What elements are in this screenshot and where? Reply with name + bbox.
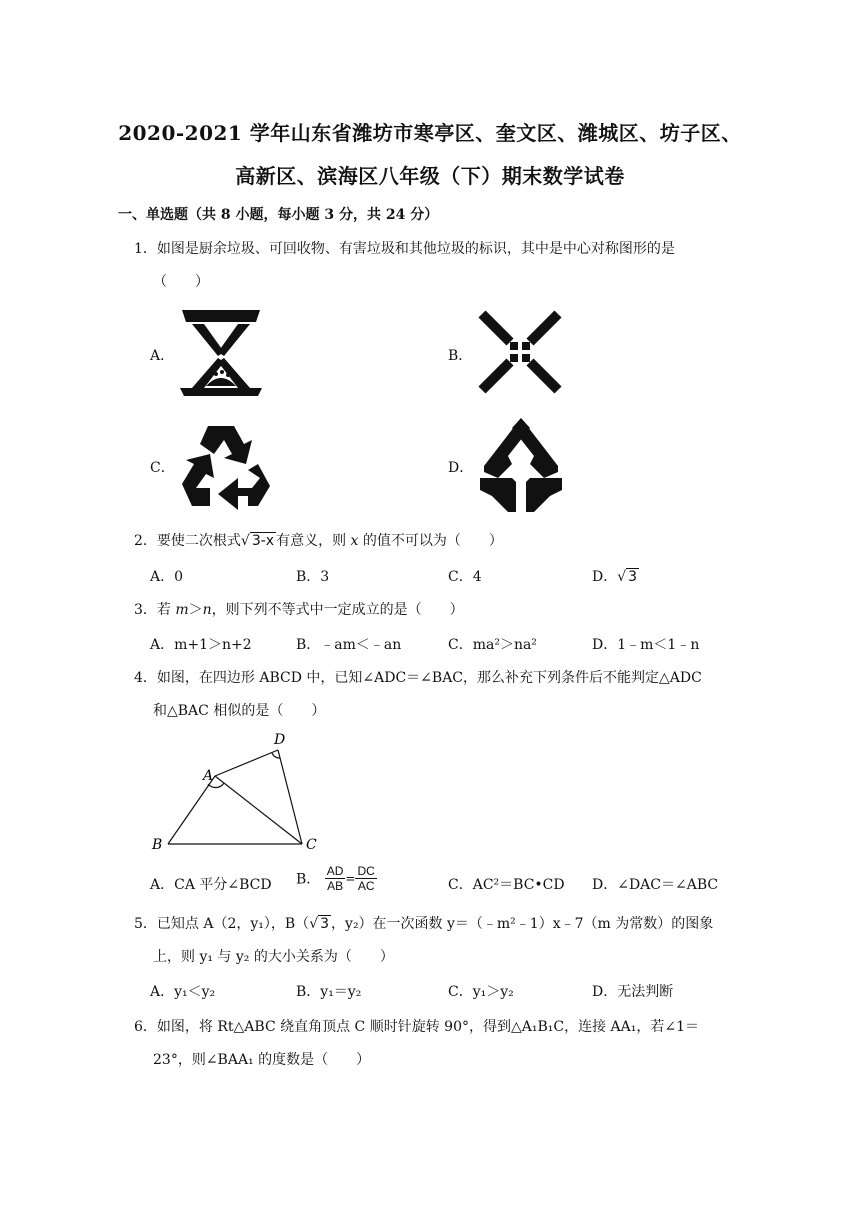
vertex-c-label: C [306, 837, 317, 853]
frac-equals: = [345, 871, 356, 886]
q5-line1-a: 5．已知点 A（2，y₁），B（ [134, 916, 310, 932]
other-waste-icon [478, 416, 564, 512]
frac-num-ad: AD [326, 864, 344, 878]
q5-line1-b: ，y₂）在一次函数 y＝（﹣m²﹣1）x﹣7（m 为常数）的图象 [331, 916, 714, 932]
q3-option-c: C．ma²＞na² [448, 637, 537, 653]
q3-gt: ＞ [188, 602, 203, 618]
q3-option-d: D．1﹣m＜1﹣n [592, 637, 700, 653]
question-3-text [134, 599, 464, 619]
section-heading: 一、单选题（共 8 小题，每小题 3 分，共 24 分） [118, 207, 439, 223]
q3-option-b: B．﹣am＜﹣an [296, 637, 402, 653]
option-a-label: A． [150, 348, 175, 364]
q2-post: 的值不可以为（ ） [358, 533, 503, 549]
frac-num-dc: DC [357, 864, 375, 878]
q2-radical: √ 3-x [240, 533, 275, 549]
fraction-dc-ac [355, 864, 376, 893]
q3-n: n [202, 602, 212, 618]
q2-option-d [592, 566, 639, 586]
quadrilateral-abcd-figure [148, 728, 328, 854]
q5-option-c: C．y₁＞y₂ [448, 984, 514, 1000]
q3-option-a: A．m+1＞n+2 [150, 637, 252, 653]
hazardous-waste-arrows-icon [476, 308, 564, 396]
question-5-text [134, 913, 713, 933]
q5-radicand: 3 [320, 916, 330, 932]
q5-option-d: D．无法判断 [592, 984, 674, 1000]
question-4-text: 4．如图，在四边形 ABCD 中，已知∠ADC＝∠BAC，那么补充下列条件后不能判定△ADC [134, 670, 702, 686]
q4-option-c: C．AC²＝BC•CD [448, 877, 565, 893]
kitchen-waste-icon [178, 308, 264, 396]
q2-option-d-radicand: 3 [628, 569, 638, 585]
q2-option-d-label: D． [592, 569, 618, 585]
recycle-icon [178, 420, 272, 510]
q2-option-b: B．3 [296, 569, 330, 585]
q5-radical: √ 3 [309, 916, 330, 932]
question-2-text [134, 530, 503, 550]
q2-pre: 2．要使二次根式 [134, 533, 241, 549]
q4-option-b-label: B． [296, 871, 321, 888]
exam-title-line2: 高新区、滨海区八年级（下）期末数学试卷 [235, 164, 625, 188]
question-6-text: 6．如图，将 Rt△ABC 绕直角顶点 C 顺时针旋转 90°，得到△A₁B₁C，连接 AA₁，若∠1＝ [134, 1019, 700, 1035]
vertex-d-label: D [274, 732, 286, 748]
vertex-b-label: B [152, 837, 163, 853]
q2-var: x [350, 533, 359, 549]
q2-mid: 有意义，则 [276, 533, 351, 549]
frac-den-ac: AC [357, 879, 375, 893]
q2-option-a: A．0 [150, 569, 184, 585]
q3-post: ，则下列不等式中一定成立的是（ ） [211, 602, 464, 618]
option-b-label: B． [448, 348, 473, 364]
q2-option-d-radical: √ 3 [617, 569, 638, 585]
q3-pre: 3．若 [134, 602, 176, 618]
q2-option-c: C．4 [448, 569, 482, 585]
q3-m: m [175, 602, 189, 618]
question-6-text-cont: 23°，则∠BAA₁ 的度数是（ ） [153, 1052, 371, 1068]
question-1-blank: （ ） [153, 274, 209, 290]
q5-option-b: B．y₁＝y₂ [296, 984, 362, 1000]
vertex-a-label: A [203, 768, 214, 784]
question-4-text-cont: 和△BAC 相似的是（ ） [153, 703, 326, 719]
question-5-text-cont: 上，则 y₁ 与 y₂ 的大小关系为（ ） [153, 949, 394, 965]
q4-option-d: D．∠DAC＝∠ABC [592, 877, 719, 893]
q5-option-a: A．y₁＜y₂ [150, 984, 216, 1000]
exam-title-line1: 2020-2021 学年山东省潍坊市寒亭区、奎文区、潍城区、坊子区、 [118, 121, 742, 145]
option-d-label: D． [448, 460, 474, 476]
option-c-label: C． [150, 460, 175, 476]
fraction-ad-ab [325, 864, 346, 893]
frac-den-ab: AB [327, 879, 344, 893]
question-1-text: 1．如图是厨余垃圾、可回收物、有害垃圾和其他垃圾的标识，其中是中心对称图形的是 [134, 241, 675, 257]
q2-radicand: 3-x [251, 533, 275, 549]
q4-option-b [296, 864, 377, 893]
q4-option-a: A．CA 平分∠BCD [150, 877, 272, 893]
